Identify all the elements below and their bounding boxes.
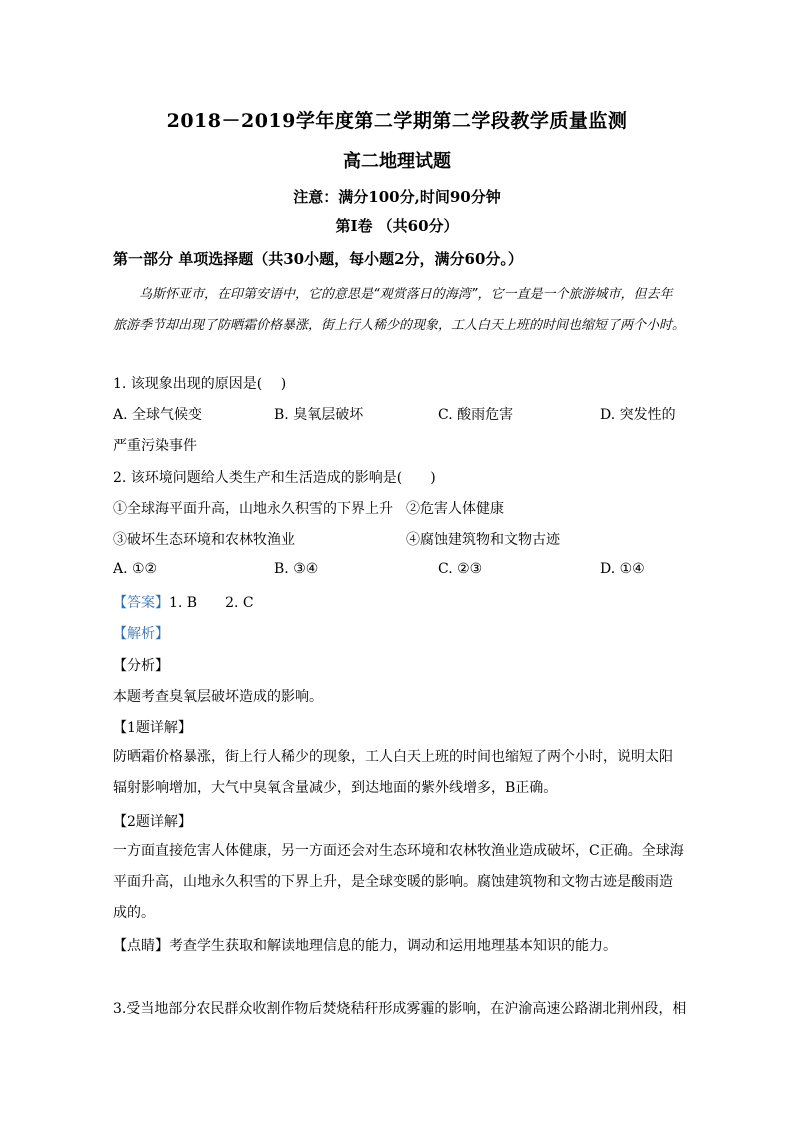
- part-heading: 第一部分 单项选择题（共30小题，每小题2分，满分60分。）: [113, 250, 523, 268]
- reading-passage: 乌斯怀亚市，在印第安语中，它的意思是“观赏落日的海湾”，它一直是一个旅游城市，但去年旅游季节却出现了防晒霜价格暴涨，街上行人稀少的现象，工人白天上班的时间也缩短了两个小时。: [113, 287, 686, 333]
- question-3-stem: 3.受当地部分农民群众收割作物后焚烧秸秆形成雾霾的影响，在沪渝高速公路湖北荆州段，相: [113, 1001, 687, 1017]
- q2-option-a: A. ①②: [113, 561, 158, 577]
- q1-option-b: B. 臭氧层破坏: [274, 407, 364, 423]
- dianjing-line: [113, 935, 617, 955]
- q1-option-d-continued: 严重污染事件: [113, 438, 197, 454]
- dianjing-tag: 【点睛】: [113, 938, 169, 954]
- q2-detail-text: 一方面直接危害人体健康，另一方面还会对生态环境和农林牧渔业造成破坏，C正确。全球海平面升高，山地永久积雪的下界上升，是全球变暖的影响。腐蚀建筑物和文物古迹是酸雨造成的。: [113, 843, 684, 921]
- q2-item-2: ②危害人体健康: [406, 501, 504, 517]
- fenxi-tag: 【分析】: [113, 658, 169, 674]
- q1-option-d: D. 突发性的: [600, 407, 676, 423]
- volume-heading: 第I卷 （共60分）: [335, 217, 459, 235]
- question-2-stem: 2. 该环境问题给人类生产和生活造成的影响是( ): [113, 470, 436, 486]
- analysis-tag: 【解析】: [113, 626, 169, 642]
- q2-option-c: C. ②③: [438, 561, 483, 577]
- question-1-stem: 1. 该现象出现的原因是( ): [113, 376, 287, 392]
- q2-detail-tag: 【2题详解】: [113, 814, 192, 830]
- answer-tag: 【答案】: [113, 595, 169, 611]
- q2-option-d: D. ①④: [600, 561, 645, 577]
- q2-item-3: ③破坏生态环境和农林牧渔业: [113, 532, 295, 548]
- q2-option-b: B. ③④: [274, 561, 319, 577]
- q2-item-1: ①全球海平面升高，山地永久积雪的下界上升: [113, 501, 393, 517]
- q1-detail-tag: 【1题详解】: [113, 720, 192, 736]
- fenxi-text: 本题考查臭氧层破坏造成的影响。: [113, 689, 323, 705]
- answer-line: [113, 592, 254, 612]
- exam-note: 注意：满分100分,时间90分钟: [293, 188, 501, 206]
- answer-text: 1. B 2. C: [169, 595, 254, 611]
- exam-subtitle: 高二地理试题: [343, 151, 451, 172]
- dianjing-text: 考查学生获取和解读地理信息的能力，调动和运用地理基本知识的能力。: [169, 938, 617, 954]
- q1-option-a: A. 全球气候变: [113, 407, 203, 423]
- q1-option-c: C. 酸雨危害: [438, 407, 514, 423]
- q2-item-4: ④腐蚀建筑物和文物古迹: [406, 532, 560, 548]
- exam-title: 2018－2019学年度第二学期第二学段教学质量监测: [166, 110, 628, 132]
- q1-detail-text: 防晒霜价格暴涨，街上行人稀少的现象，工人白天上班的时间也缩短了两个小时，说明太阳辐射影响增加，大气中臭氧含量减少，到达地面的紫外线增多，B正确。: [113, 749, 673, 796]
